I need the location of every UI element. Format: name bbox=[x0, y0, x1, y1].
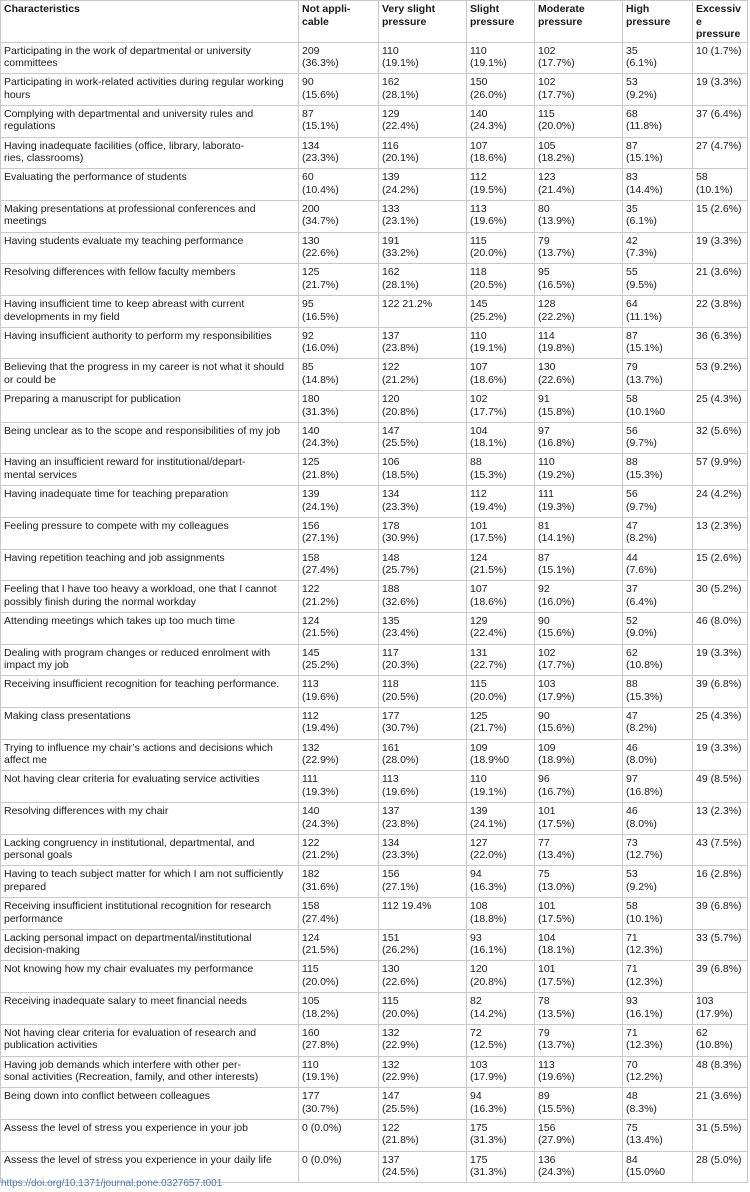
count-cell: 46 (8.0%) bbox=[623, 739, 693, 771]
count-cell: 125 (21.7%) bbox=[467, 707, 535, 739]
count-cell: 97 (16.8%) bbox=[535, 422, 623, 454]
count-cell: 129 (22.4%) bbox=[467, 612, 535, 644]
table-row bbox=[1, 929, 748, 961]
count-cell: 84 (15.0%0 bbox=[623, 1151, 693, 1183]
count-cell: 136 (24.3%) bbox=[535, 1151, 623, 1183]
count-cell: 188 (32.6%) bbox=[379, 581, 467, 613]
table-row bbox=[1, 42, 748, 74]
table-row bbox=[1, 1024, 748, 1056]
count-cell: 90 (15.6%) bbox=[535, 612, 623, 644]
count-cell: 62 (10.8%) bbox=[693, 1024, 748, 1056]
count-cell: 115 (20.0%) bbox=[467, 676, 535, 708]
count-cell: 209 (36.3%) bbox=[299, 42, 379, 74]
characteristic-cell: Evaluating the performance of students bbox=[1, 169, 299, 201]
count-cell: 108 (18.8%) bbox=[467, 898, 535, 930]
count-cell: 127 (22.0%) bbox=[467, 834, 535, 866]
count-cell: 79 (13.7%) bbox=[535, 232, 623, 264]
count-cell: 85 (14.8%) bbox=[299, 359, 379, 391]
count-cell: 68 (11.8%) bbox=[623, 105, 693, 137]
count-cell: 133 (23.1%) bbox=[379, 200, 467, 232]
count-cell: 101 (17.5%) bbox=[535, 961, 623, 993]
characteristic-cell: Feeling pressure to compete with my colleagues bbox=[1, 517, 299, 549]
count-cell: 58 (10.1%) bbox=[623, 898, 693, 930]
count-cell: 118 (20.5%) bbox=[467, 264, 535, 296]
table-row bbox=[1, 644, 748, 676]
count-cell: 124 (21.5%) bbox=[299, 612, 379, 644]
characteristic-cell: Being unclear as to the scope and responsibilities of my job bbox=[1, 422, 299, 454]
characteristic-cell: Having to teach subject matter for which I am not sufficiently prepared bbox=[1, 866, 299, 898]
count-cell: 46 (8.0%) bbox=[623, 803, 693, 835]
count-cell: 89 (15.5%) bbox=[535, 1088, 623, 1120]
column-header: Slight pressure bbox=[467, 1, 535, 43]
table-row bbox=[1, 707, 748, 739]
table-row bbox=[1, 676, 748, 708]
table-row bbox=[1, 993, 748, 1025]
count-cell: 125 (21.7%) bbox=[299, 264, 379, 296]
table-row bbox=[1, 517, 748, 549]
count-cell: 39 (6.8%) bbox=[693, 961, 748, 993]
table-row bbox=[1, 771, 748, 803]
count-cell: 134 (23.3%) bbox=[299, 137, 379, 169]
count-cell: 93 (16.1%) bbox=[467, 929, 535, 961]
column-header: Moderate pressure bbox=[535, 1, 623, 43]
characteristic-cell: Making class presentations bbox=[1, 707, 299, 739]
count-cell: 32 (5.6%) bbox=[693, 422, 748, 454]
column-header-characteristics: Characteristics bbox=[1, 1, 299, 43]
table-row bbox=[1, 1056, 748, 1088]
count-cell: 72 (12.5%) bbox=[467, 1024, 535, 1056]
count-cell: 107 (18.6%) bbox=[467, 137, 535, 169]
characteristic-cell: Having insufficient authority to perform my responsibilities bbox=[1, 327, 299, 359]
count-cell: 130 (22.6%) bbox=[379, 961, 467, 993]
count-cell: 47 (8.2%) bbox=[623, 707, 693, 739]
characteristic-cell: Assess the level of stress you experience in your daily life bbox=[1, 1151, 299, 1183]
count-cell: 177 (30.7%) bbox=[299, 1088, 379, 1120]
count-cell: 56 (9.7%) bbox=[623, 422, 693, 454]
characteristic-cell: Resolving differences with fellow faculty members bbox=[1, 264, 299, 296]
table-row bbox=[1, 739, 748, 771]
count-cell: 71 (12.3%) bbox=[623, 961, 693, 993]
count-cell: 129 (22.4%) bbox=[379, 105, 467, 137]
count-cell: 145 (25.2%) bbox=[299, 644, 379, 676]
count-cell: 134 (23.3%) bbox=[379, 486, 467, 518]
count-cell: 56 (9.7%) bbox=[623, 486, 693, 518]
table-row bbox=[1, 834, 748, 866]
count-cell: 158 (27.4%) bbox=[299, 898, 379, 930]
count-cell: 42 (7.3%) bbox=[623, 232, 693, 264]
table-row bbox=[1, 264, 748, 296]
count-cell: 104 (18.1%) bbox=[467, 422, 535, 454]
count-cell: 131 (22.7%) bbox=[467, 644, 535, 676]
count-cell: 132 (22.9%) bbox=[299, 739, 379, 771]
count-cell: 19 (3.3%) bbox=[693, 74, 748, 106]
count-cell: 58 (10.1%) bbox=[693, 169, 748, 201]
count-cell: 200 (34.7%) bbox=[299, 200, 379, 232]
count-cell: 90 (15.6%) bbox=[299, 74, 379, 106]
count-cell: 130 (22.6%) bbox=[299, 232, 379, 264]
count-cell: 139 (24.1%) bbox=[467, 803, 535, 835]
count-cell: 130 (22.6%) bbox=[535, 359, 623, 391]
count-cell: 47 (8.2%) bbox=[623, 517, 693, 549]
count-cell: 145 (25.2%) bbox=[467, 296, 535, 328]
table-row bbox=[1, 961, 748, 993]
count-cell: 60 (10.4%) bbox=[299, 169, 379, 201]
count-cell: 151 (26.2%) bbox=[379, 929, 467, 961]
count-cell: 128 (22.2%) bbox=[535, 296, 623, 328]
count-cell: 122 (21.2%) bbox=[379, 359, 467, 391]
table-row bbox=[1, 74, 748, 106]
count-cell: 82 (14.2%) bbox=[467, 993, 535, 1025]
count-cell: 77 (13.4%) bbox=[535, 834, 623, 866]
count-cell: 122 21.2% bbox=[379, 296, 467, 328]
count-cell: 147 (25.5%) bbox=[379, 422, 467, 454]
characteristic-cell: Complying with departmental and university rules and regulations bbox=[1, 105, 299, 137]
count-cell: 88 (15.3%) bbox=[623, 676, 693, 708]
characteristic-cell: Being down into conflict between colleagues bbox=[1, 1088, 299, 1120]
count-cell: 35 (6.1%) bbox=[623, 200, 693, 232]
count-cell: 139 (24.1%) bbox=[299, 486, 379, 518]
count-cell: 96 (16.7%) bbox=[535, 771, 623, 803]
count-cell: 79 (13.7%) bbox=[535, 1024, 623, 1056]
count-cell: 33 (5.7%) bbox=[693, 929, 748, 961]
characteristic-cell: Believing that the progress in my career is not what it should or could be bbox=[1, 359, 299, 391]
count-cell: 48 (8.3%) bbox=[623, 1088, 693, 1120]
table-row bbox=[1, 549, 748, 581]
count-cell: 37 (6.4%) bbox=[693, 105, 748, 137]
count-cell: 150 (26.0%) bbox=[467, 74, 535, 106]
count-cell: 161 (28.0%) bbox=[379, 739, 467, 771]
count-cell: 137 (24.5%) bbox=[379, 1151, 467, 1183]
count-cell: 132 (22.9%) bbox=[379, 1056, 467, 1088]
count-cell: 92 (16.0%) bbox=[535, 581, 623, 613]
count-cell: 15 (2.6%) bbox=[693, 200, 748, 232]
count-cell: 191 (33.2%) bbox=[379, 232, 467, 264]
count-cell: 122 (21.2%) bbox=[299, 834, 379, 866]
count-cell: 112 (19.4%) bbox=[299, 707, 379, 739]
count-cell: 104 (18.1%) bbox=[535, 929, 623, 961]
table-row bbox=[1, 866, 748, 898]
count-cell: 16 (2.8%) bbox=[693, 866, 748, 898]
count-cell: 87 (15.1%) bbox=[299, 105, 379, 137]
characteristic-cell: Making presentations at professional conferences and meetings bbox=[1, 200, 299, 232]
characteristic-cell: Not having clear criteria for evaluating service activities bbox=[1, 771, 299, 803]
count-cell: 64 (11.1%) bbox=[623, 296, 693, 328]
count-cell: 113 (19.6%) bbox=[379, 771, 467, 803]
count-cell: 140 (24.3%) bbox=[467, 105, 535, 137]
table-row bbox=[1, 391, 748, 423]
count-cell: 22 (3.8%) bbox=[693, 296, 748, 328]
count-cell: 135 (23.4%) bbox=[379, 612, 467, 644]
table-row bbox=[1, 1088, 748, 1120]
count-cell: 156 (27.1%) bbox=[379, 866, 467, 898]
count-cell: 35 (6.1%) bbox=[623, 42, 693, 74]
count-cell: 156 (27.1%) bbox=[299, 517, 379, 549]
count-cell: 94 (16.3%) bbox=[467, 1088, 535, 1120]
count-cell: 107 (18.6%) bbox=[467, 359, 535, 391]
table-row bbox=[1, 612, 748, 644]
count-cell: 113 (19.6%) bbox=[299, 676, 379, 708]
count-cell: 25 (4.3%) bbox=[693, 707, 748, 739]
count-cell: 111 (19.3%) bbox=[535, 486, 623, 518]
count-cell: 87 (15.1%) bbox=[623, 137, 693, 169]
count-cell: 162 (28.1%) bbox=[379, 74, 467, 106]
count-cell: 110 (19.1%) bbox=[467, 42, 535, 74]
count-cell: 110 (19.1%) bbox=[467, 771, 535, 803]
count-cell: 80 (13.9%) bbox=[535, 200, 623, 232]
count-cell: 102 (17.7%) bbox=[535, 644, 623, 676]
count-cell: 118 (20.5%) bbox=[379, 676, 467, 708]
characteristic-cell: Attending meetings which takes up too much time bbox=[1, 612, 299, 644]
count-cell: 75 (13.0%) bbox=[535, 866, 623, 898]
table-row bbox=[1, 486, 748, 518]
count-cell: 147 (25.5%) bbox=[379, 1088, 467, 1120]
count-cell: 102 (17.7%) bbox=[535, 74, 623, 106]
count-cell: 103 (17.9%) bbox=[535, 676, 623, 708]
count-cell: 97 (16.8%) bbox=[623, 771, 693, 803]
count-cell: 73 (12.7%) bbox=[623, 834, 693, 866]
count-cell: 57 (9.9%) bbox=[693, 454, 748, 486]
count-cell: 134 (23.3%) bbox=[379, 834, 467, 866]
count-cell: 116 (20.1%) bbox=[379, 137, 467, 169]
count-cell: 120 (20.8%) bbox=[379, 391, 467, 423]
count-cell: 110 (19.1%) bbox=[299, 1056, 379, 1088]
column-header: Not appli- cable bbox=[299, 1, 379, 43]
count-cell: 53 (9.2%) bbox=[623, 74, 693, 106]
count-cell: 37 (6.4%) bbox=[623, 581, 693, 613]
characteristic-cell: Trying to influence my chair’s actions and decisions which affect me bbox=[1, 739, 299, 771]
count-cell: 111 (19.3%) bbox=[299, 771, 379, 803]
count-cell: 0 (0.0%) bbox=[299, 1119, 379, 1151]
count-cell: 115 (20.0%) bbox=[467, 232, 535, 264]
count-cell: 79 (13.7%) bbox=[623, 359, 693, 391]
count-cell: 31 (5.5%) bbox=[693, 1119, 748, 1151]
table-row bbox=[1, 454, 748, 486]
count-cell: 175 (31.3%) bbox=[467, 1119, 535, 1151]
table-row bbox=[1, 296, 748, 328]
count-cell: 71 (12.3%) bbox=[623, 1024, 693, 1056]
count-cell: 58 (10.1%0 bbox=[623, 391, 693, 423]
count-cell: 62 (10.8%) bbox=[623, 644, 693, 676]
count-cell: 13 (2.3%) bbox=[693, 803, 748, 835]
characteristic-cell: Having students evaluate my teaching performance bbox=[1, 232, 299, 264]
count-cell: 49 (8.5%) bbox=[693, 771, 748, 803]
count-cell: 180 (31.3%) bbox=[299, 391, 379, 423]
count-cell: 124 (21.5%) bbox=[467, 549, 535, 581]
count-cell: 48 (8.3%) bbox=[693, 1056, 748, 1088]
count-cell: 25 (4.3%) bbox=[693, 391, 748, 423]
table-row bbox=[1, 232, 748, 264]
count-cell: 70 (12.2%) bbox=[623, 1056, 693, 1088]
count-cell: 44 (7.6%) bbox=[623, 549, 693, 581]
count-cell: 88 (15.3%) bbox=[467, 454, 535, 486]
count-cell: 103 (17.9%) bbox=[693, 993, 748, 1025]
count-cell: 87 (15.1%) bbox=[535, 549, 623, 581]
table-row bbox=[1, 1119, 748, 1151]
count-cell: 95 (16.5%) bbox=[299, 296, 379, 328]
count-cell: 132 (22.9%) bbox=[379, 1024, 467, 1056]
characteristic-cell: Not having clear criteria for evaluation of research and publication activities bbox=[1, 1024, 299, 1056]
characteristic-cell: Having inadequate time for teaching preparation bbox=[1, 486, 299, 518]
characteristic-cell: Receiving insufficient institutional recognition for research performance bbox=[1, 898, 299, 930]
characteristic-cell: Dealing with program changes or reduced enrolment with impact my job bbox=[1, 644, 299, 676]
count-cell: 122 (21.2%) bbox=[299, 581, 379, 613]
characteristic-cell: Receiving inadequate salary to meet financial needs bbox=[1, 993, 299, 1025]
count-cell: 112 (19.4%) bbox=[467, 486, 535, 518]
characteristic-cell: Receiving insufficient recognition for teaching performance. bbox=[1, 676, 299, 708]
count-cell: 112 19.4% bbox=[379, 898, 467, 930]
characteristic-cell: Feeling that I have too heavy a workload, one that I cannot possibly finish during the normal workday bbox=[1, 581, 299, 613]
table-row bbox=[1, 327, 748, 359]
characteristic-cell: Having repetition teaching and job assignments bbox=[1, 549, 299, 581]
count-cell: 110 (19.1%) bbox=[467, 327, 535, 359]
count-cell: 107 (18.6%) bbox=[467, 581, 535, 613]
column-header: Very slight pressure bbox=[379, 1, 467, 43]
count-cell: 160 (27.8%) bbox=[299, 1024, 379, 1056]
count-cell: 39 (6.8%) bbox=[693, 898, 748, 930]
count-cell: 53 (9.2%) bbox=[693, 359, 748, 391]
count-cell: 36 (6.3%) bbox=[693, 327, 748, 359]
count-cell: 106 (18.5%) bbox=[379, 454, 467, 486]
table-row bbox=[1, 359, 748, 391]
count-cell: 19 (3.3%) bbox=[693, 739, 748, 771]
characteristic-cell: Participating in work-related activities during regular working hours bbox=[1, 74, 299, 106]
table-row bbox=[1, 105, 748, 137]
count-cell: 112 (19.5%) bbox=[467, 169, 535, 201]
count-cell: 110 (19.2%) bbox=[535, 454, 623, 486]
characteristic-cell: Having job demands which interfere with other per- sonal activities (Recreation, family, and other interests) bbox=[1, 1056, 299, 1088]
count-cell: 115 (20.0%) bbox=[535, 105, 623, 137]
characteristic-cell: Participating in the work of departmental or university committees bbox=[1, 42, 299, 74]
count-cell: 178 (30.9%) bbox=[379, 517, 467, 549]
table-row bbox=[1, 200, 748, 232]
count-cell: 117 (20.3%) bbox=[379, 644, 467, 676]
count-cell: 30 (5.2%) bbox=[693, 581, 748, 613]
table-row bbox=[1, 803, 748, 835]
table-row bbox=[1, 898, 748, 930]
count-cell: 182 (31.6%) bbox=[299, 866, 379, 898]
count-cell: 105 (18.2%) bbox=[299, 993, 379, 1025]
count-cell: 122 (21.8%) bbox=[379, 1119, 467, 1151]
table-row bbox=[1, 137, 748, 169]
count-cell: 88 (15.3%) bbox=[623, 454, 693, 486]
count-cell: 92 (16.0%) bbox=[299, 327, 379, 359]
count-cell: 123 (21.4%) bbox=[535, 169, 623, 201]
count-cell: 139 (24.2%) bbox=[379, 169, 467, 201]
characteristic-cell: Preparing a manuscript for publication bbox=[1, 391, 299, 423]
count-cell: 24 (4.2%) bbox=[693, 486, 748, 518]
count-cell: 19 (3.3%) bbox=[693, 232, 748, 264]
count-cell: 103 (17.9%) bbox=[467, 1056, 535, 1088]
table-row bbox=[1, 169, 748, 201]
count-cell: 114 (19.8%) bbox=[535, 327, 623, 359]
count-cell: 27 (4.7%) bbox=[693, 137, 748, 169]
count-cell: 115 (20.0%) bbox=[299, 961, 379, 993]
count-cell: 137 (23.8%) bbox=[379, 327, 467, 359]
count-cell: 156 (27.9%) bbox=[535, 1119, 623, 1151]
count-cell: 21 (3.6%) bbox=[693, 1088, 748, 1120]
characteristic-cell: Not knowing how my chair evaluates my performance bbox=[1, 961, 299, 993]
count-cell: 140 (24.3%) bbox=[299, 422, 379, 454]
count-cell: 148 (25.7%) bbox=[379, 549, 467, 581]
count-cell: 125 (21.8%) bbox=[299, 454, 379, 486]
table-row bbox=[1, 422, 748, 454]
characteristic-cell: Assess the level of stress you experience in your job bbox=[1, 1119, 299, 1151]
characteristic-cell: Having insufficient time to keep abreast with current developments in my field bbox=[1, 296, 299, 328]
count-cell: 43 (7.5%) bbox=[693, 834, 748, 866]
column-header: High pressure bbox=[623, 1, 693, 43]
count-cell: 71 (12.3%) bbox=[623, 929, 693, 961]
count-cell: 101 (17.5%) bbox=[467, 517, 535, 549]
characteristic-cell: Resolving differences with my chair bbox=[1, 803, 299, 835]
count-cell: 102 (17.7%) bbox=[467, 391, 535, 423]
count-cell: 120 (20.8%) bbox=[467, 961, 535, 993]
count-cell: 19 (3.3%) bbox=[693, 644, 748, 676]
count-cell: 101 (17.5%) bbox=[535, 803, 623, 835]
count-cell: 52 (9.0%) bbox=[623, 612, 693, 644]
count-cell: 101 (17.5%) bbox=[535, 898, 623, 930]
count-cell: 110 (19.1%) bbox=[379, 42, 467, 74]
count-cell: 13 (2.3%) bbox=[693, 517, 748, 549]
count-cell: 113 (19.6%) bbox=[467, 200, 535, 232]
count-cell: 0 (0.0%) bbox=[299, 1151, 379, 1183]
count-cell: 105 (18.2%) bbox=[535, 137, 623, 169]
characteristic-cell: Having inadequate facilities (office, library, laborato- ries, classrooms) bbox=[1, 137, 299, 169]
characteristic-cell: Lacking congruency in institutional, departmental, and personal goals bbox=[1, 834, 299, 866]
count-cell: 140 (24.3%) bbox=[299, 803, 379, 835]
count-cell: 91 (15.8%) bbox=[535, 391, 623, 423]
count-cell: 83 (14.4%) bbox=[623, 169, 693, 201]
count-cell: 75 (13.4%) bbox=[623, 1119, 693, 1151]
count-cell: 90 (15.6%) bbox=[535, 707, 623, 739]
count-cell: 39 (6.8%) bbox=[693, 676, 748, 708]
count-cell: 93 (16.1%) bbox=[623, 993, 693, 1025]
count-cell: 81 (14.1%) bbox=[535, 517, 623, 549]
count-cell: 55 (9.5%) bbox=[623, 264, 693, 296]
table-row bbox=[1, 581, 748, 613]
count-cell: 95 (16.5%) bbox=[535, 264, 623, 296]
count-cell: 137 (23.8%) bbox=[379, 803, 467, 835]
column-header: Excessive pressure bbox=[693, 1, 748, 43]
count-cell: 94 (16.3%) bbox=[467, 866, 535, 898]
count-cell: 175 (31.3%) bbox=[467, 1151, 535, 1183]
count-cell: 28 (5.0%) bbox=[693, 1151, 748, 1183]
table-header bbox=[1, 1, 748, 43]
count-cell: 158 (27.4%) bbox=[299, 549, 379, 581]
count-cell: 115 (20.0%) bbox=[379, 993, 467, 1025]
count-cell: 124 (21.5%) bbox=[299, 929, 379, 961]
count-cell: 10 (1.7%) bbox=[693, 42, 748, 74]
count-cell: 113 (19.6%) bbox=[535, 1056, 623, 1088]
table-body bbox=[1, 42, 748, 1183]
doi-link[interactable]: https://doi.org/10.1371/journal.pone.0327657.t001 bbox=[1, 1178, 223, 1189]
count-cell: 46 (8.0%) bbox=[693, 612, 748, 644]
count-cell: 15 (2.6%) bbox=[693, 549, 748, 581]
count-cell: 109 (18.9%) bbox=[535, 739, 623, 771]
count-cell: 53 (9.2%) bbox=[623, 866, 693, 898]
count-cell: 78 (13.5%) bbox=[535, 993, 623, 1025]
count-cell: 102 (17.7%) bbox=[535, 42, 623, 74]
count-cell: 21 (3.6%) bbox=[693, 264, 748, 296]
count-cell: 109 (18.9%0 bbox=[467, 739, 535, 771]
count-cell: 87 (15.1%) bbox=[623, 327, 693, 359]
count-cell: 177 (30.7%) bbox=[379, 707, 467, 739]
characteristic-cell: Having an insufficient reward for institutional/depart- mental services bbox=[1, 454, 299, 486]
count-cell: 162 (28.1%) bbox=[379, 264, 467, 296]
header-row bbox=[1, 1, 748, 43]
characteristic-cell: Lacking personal impact on departmental/institutional decision-making bbox=[1, 929, 299, 961]
